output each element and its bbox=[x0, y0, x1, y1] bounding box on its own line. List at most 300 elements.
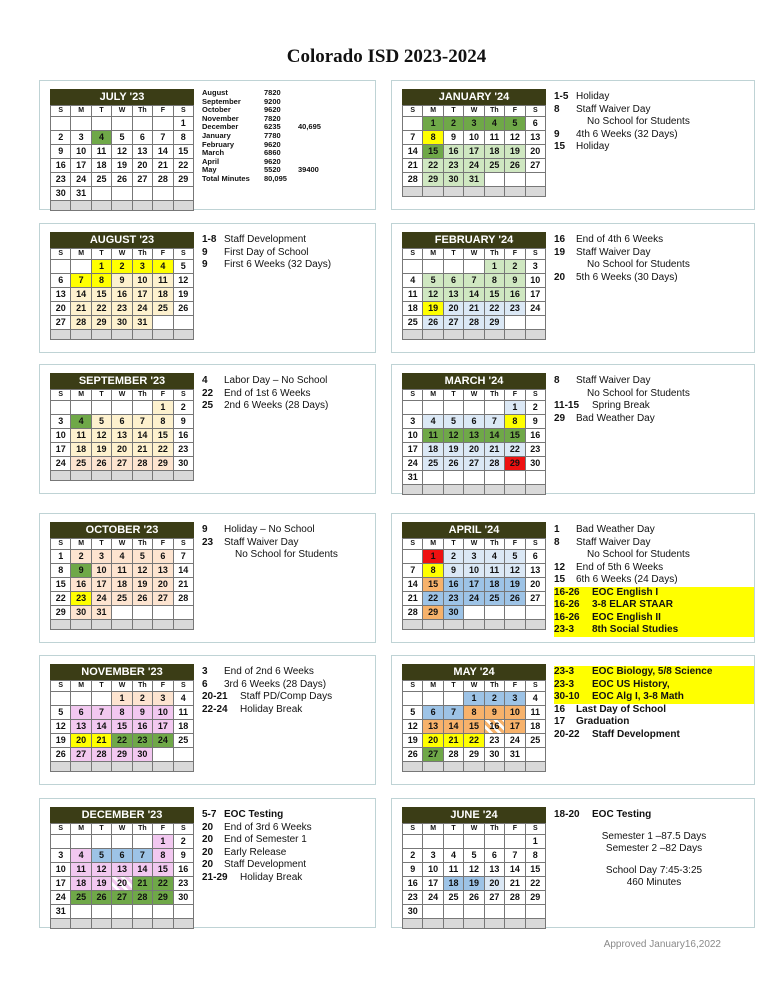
empty-day-cell bbox=[526, 748, 546, 762]
month-calendar bbox=[50, 522, 194, 630]
day-cell: 21 bbox=[505, 877, 525, 891]
weekday-header: S bbox=[51, 106, 71, 117]
filler-cell bbox=[403, 187, 423, 197]
weekday-header: S bbox=[403, 539, 423, 550]
day-cell: 31 bbox=[505, 748, 525, 762]
day-cell: 3 bbox=[403, 415, 423, 429]
day-cell: 20 bbox=[133, 159, 153, 173]
minutes-month: October bbox=[202, 105, 231, 115]
day-cell: 21 bbox=[133, 443, 153, 457]
note-text: Early Release bbox=[224, 846, 287, 858]
note-text: Bad Weather Day bbox=[576, 412, 655, 424]
empty-day-cell bbox=[444, 401, 464, 415]
filler-cell bbox=[92, 201, 112, 211]
weekday-header: Th bbox=[485, 539, 505, 550]
day-cell: 5 bbox=[505, 550, 525, 564]
day-cell: 30 bbox=[403, 905, 423, 919]
day-cell: 17 bbox=[51, 877, 71, 891]
day-cell: 21 bbox=[403, 159, 423, 173]
day-cell: 6 bbox=[485, 849, 505, 863]
day-cell: 13 bbox=[526, 131, 546, 145]
day-cell: 23 bbox=[444, 592, 464, 606]
filler-cell bbox=[403, 620, 423, 630]
day-cell: 26 bbox=[505, 592, 525, 606]
day-cell: 6 bbox=[444, 274, 464, 288]
day-cell: 22 bbox=[92, 302, 112, 316]
day-cell: 5 bbox=[112, 131, 132, 145]
empty-day-cell bbox=[505, 173, 525, 187]
empty-day-cell bbox=[464, 471, 484, 485]
day-cell: 11 bbox=[444, 863, 464, 877]
day-cell: 20 bbox=[444, 302, 464, 316]
day-cell: 19 bbox=[505, 578, 525, 592]
empty-day-cell bbox=[51, 117, 71, 131]
day-cell: 5 bbox=[133, 550, 153, 564]
day-cell: 9 bbox=[174, 849, 194, 863]
day-cell: 24 bbox=[51, 891, 71, 905]
minutes-semester-total bbox=[298, 149, 323, 158]
day-cell: 6 bbox=[51, 274, 71, 288]
note-row bbox=[202, 666, 402, 679]
empty-day-cell bbox=[444, 835, 464, 849]
weekday-header: T bbox=[444, 539, 464, 550]
filler-cell bbox=[133, 471, 153, 481]
empty-day-cell bbox=[485, 401, 505, 415]
day-cell: 15 bbox=[92, 288, 112, 302]
note-text: Staff Waiver Day bbox=[576, 375, 651, 386]
weekday-header: S bbox=[174, 106, 194, 117]
day-cell: 17 bbox=[526, 288, 546, 302]
weekday-header: W bbox=[112, 106, 132, 117]
note-text: Bad Weather Day bbox=[576, 524, 655, 535]
note-text: End of Semester 1 bbox=[224, 834, 307, 845]
note-date: 8 bbox=[554, 103, 560, 115]
note-row bbox=[202, 234, 402, 247]
note-date: 15 bbox=[554, 141, 566, 152]
day-cell: 10 bbox=[133, 274, 153, 288]
note-text: Holiday Break bbox=[240, 703, 303, 715]
month-title: FEBRUARY '24 bbox=[402, 232, 546, 248]
empty-day-cell bbox=[423, 401, 443, 415]
day-cell: 18 bbox=[92, 159, 112, 173]
note-text: Holiday bbox=[576, 91, 610, 102]
day-cell: 15 bbox=[51, 578, 71, 592]
day-cell: 27 bbox=[51, 316, 71, 330]
empty-day-cell bbox=[71, 117, 91, 131]
day-cell: 7 bbox=[153, 131, 173, 145]
day-cell: 14 bbox=[92, 720, 112, 734]
note-row bbox=[554, 599, 754, 612]
note-text: Staff PD/Comp Days bbox=[240, 691, 333, 702]
empty-day-cell bbox=[403, 550, 423, 564]
note-text: Staff Waiver Day bbox=[224, 536, 299, 548]
empty-day-cell bbox=[153, 905, 173, 919]
weekday-header: S bbox=[174, 390, 194, 401]
day-cell: 19 bbox=[444, 443, 464, 457]
day-cell: 1 bbox=[505, 401, 525, 415]
filler-cell bbox=[526, 762, 546, 772]
day-cell: 12 bbox=[464, 863, 484, 877]
day-cell: 9 bbox=[444, 131, 464, 145]
weekday-header: T bbox=[444, 390, 464, 401]
day-cell: 7 bbox=[92, 706, 112, 720]
day-cell: 18 bbox=[485, 145, 505, 159]
note-text: EOC English II bbox=[592, 611, 661, 623]
minutes-value: 9620 bbox=[264, 139, 281, 149]
filler-cell bbox=[505, 330, 525, 340]
day-cell: 14 bbox=[444, 720, 464, 734]
day-cell: 11 bbox=[174, 706, 194, 720]
filler-cell bbox=[153, 201, 173, 211]
note-date: 9 bbox=[202, 524, 208, 535]
note-row bbox=[554, 624, 754, 637]
weekday-header: W bbox=[112, 539, 132, 550]
note-date: 8 bbox=[554, 375, 560, 386]
filler-cell bbox=[464, 187, 484, 197]
day-cell: 25 bbox=[71, 891, 91, 905]
month-grid bbox=[402, 680, 546, 772]
month-calendar bbox=[50, 89, 194, 211]
day-cell: 15 bbox=[464, 720, 484, 734]
note-date: 20 bbox=[202, 859, 214, 870]
filler-cell bbox=[485, 485, 505, 495]
day-cell: 24 bbox=[403, 457, 423, 471]
filler-cell bbox=[112, 201, 132, 211]
weekday-header: T bbox=[444, 824, 464, 835]
weekday-header: M bbox=[423, 681, 443, 692]
note-text: End of 4th 6 Weeks bbox=[576, 234, 664, 245]
note-text: Staff Development bbox=[224, 234, 307, 245]
day-cell: 13 bbox=[71, 720, 91, 734]
note-row bbox=[554, 679, 754, 692]
day-cell: 22 bbox=[526, 877, 546, 891]
day-cell: 5 bbox=[403, 706, 423, 720]
empty-day-cell bbox=[133, 905, 153, 919]
day-cell: 1 bbox=[153, 401, 173, 415]
weekday-header: M bbox=[423, 249, 443, 260]
month-calendar bbox=[402, 807, 546, 929]
day-cell: 29 bbox=[174, 173, 194, 187]
weekday-header: S bbox=[51, 390, 71, 401]
day-cell: 10 bbox=[71, 145, 91, 159]
day-cell: 26 bbox=[133, 592, 153, 606]
empty-day-cell bbox=[153, 187, 173, 201]
weekday-header: S bbox=[51, 824, 71, 835]
day-cell: 11 bbox=[71, 863, 91, 877]
day-cell: 1 bbox=[423, 117, 443, 131]
day-cell: 19 bbox=[112, 159, 132, 173]
day-cell: 16 bbox=[526, 429, 546, 443]
weekday-header: S bbox=[51, 539, 71, 550]
weekday-header: T bbox=[92, 681, 112, 692]
day-cell: 2 bbox=[112, 260, 132, 274]
note-date: 20 bbox=[202, 846, 214, 858]
day-cell: 29 bbox=[92, 316, 112, 330]
filler-cell bbox=[133, 620, 153, 630]
empty-day-cell bbox=[92, 905, 112, 919]
note-date: 8 bbox=[554, 536, 560, 548]
minutes-semester-total bbox=[298, 141, 323, 150]
day-cell: 24 bbox=[464, 159, 484, 173]
weekday-header: S bbox=[403, 824, 423, 835]
minutes-value: 7820 bbox=[264, 88, 281, 97]
day-cell: 27 bbox=[485, 891, 505, 905]
month-panel-aug bbox=[39, 223, 376, 353]
month-grid bbox=[402, 538, 546, 630]
note-text: Labor Day – No School bbox=[224, 375, 328, 386]
note-text: End of 1st 6 Weeks bbox=[224, 387, 311, 399]
minutes-value: 9620 bbox=[264, 156, 281, 166]
month-grid bbox=[402, 823, 546, 929]
note-text: No School for Students bbox=[587, 259, 690, 270]
empty-day-cell bbox=[133, 606, 153, 620]
day-cell: 25 bbox=[174, 734, 194, 748]
month-panel-jan bbox=[391, 80, 755, 210]
day-cell: 20 bbox=[423, 734, 443, 748]
empty-day-cell bbox=[71, 905, 91, 919]
note-row bbox=[554, 877, 754, 890]
note-row bbox=[554, 587, 754, 600]
filler-cell bbox=[526, 919, 546, 929]
day-cell: 7 bbox=[174, 550, 194, 564]
day-cell: 8 bbox=[464, 706, 484, 720]
weekday-header: S bbox=[526, 249, 546, 260]
day-cell: 28 bbox=[71, 316, 91, 330]
empty-day-cell bbox=[485, 835, 505, 849]
day-cell: 10 bbox=[464, 564, 484, 578]
weekday-header: W bbox=[464, 390, 484, 401]
day-cell: 9 bbox=[174, 415, 194, 429]
filler-cell bbox=[112, 762, 132, 772]
filler-cell bbox=[485, 620, 505, 630]
minutes-month: March bbox=[202, 148, 225, 158]
day-cell: 3 bbox=[51, 415, 71, 429]
minutes-month: November bbox=[202, 113, 239, 123]
day-cell: 16 bbox=[444, 145, 464, 159]
day-cell: 2 bbox=[71, 550, 91, 564]
empty-day-cell bbox=[526, 173, 546, 187]
weekday-header: F bbox=[153, 539, 173, 550]
day-cell: 13 bbox=[423, 720, 443, 734]
filler-cell bbox=[526, 485, 546, 495]
day-cell: 12 bbox=[133, 564, 153, 578]
day-cell: 10 bbox=[505, 706, 525, 720]
day-cell: 25 bbox=[423, 457, 443, 471]
filler-cell bbox=[71, 620, 91, 630]
weekday-header: Th bbox=[133, 539, 153, 550]
day-cell: 27 bbox=[526, 592, 546, 606]
weekday-header: T bbox=[92, 539, 112, 550]
note-text: 8th Social Studies bbox=[592, 624, 679, 635]
day-cell: 24 bbox=[71, 173, 91, 187]
minutes-value: 9620 bbox=[264, 105, 281, 115]
day-cell: 27 bbox=[133, 173, 153, 187]
day-cell: 3 bbox=[51, 849, 71, 863]
weekday-header: S bbox=[174, 681, 194, 692]
note-row bbox=[202, 524, 402, 537]
day-cell: 8 bbox=[423, 564, 443, 578]
weekday-header: S bbox=[526, 539, 546, 550]
note-row bbox=[554, 375, 754, 388]
day-cell: 31 bbox=[133, 316, 153, 330]
day-cell: 12 bbox=[505, 131, 525, 145]
empty-day-cell bbox=[526, 471, 546, 485]
filler-cell bbox=[423, 762, 443, 772]
day-cell: 31 bbox=[464, 173, 484, 187]
day-cell: 19 bbox=[403, 734, 423, 748]
note-row bbox=[202, 859, 402, 872]
day-cell: 26 bbox=[423, 316, 443, 330]
month-title: NOVEMBER '23 bbox=[50, 664, 194, 680]
filler-cell bbox=[526, 620, 546, 630]
note-text: No School for Students bbox=[235, 549, 338, 560]
day-cell: 29 bbox=[505, 457, 525, 471]
day-cell: 30 bbox=[112, 316, 132, 330]
day-cell: 20 bbox=[112, 877, 132, 891]
minutes-value: 7780 bbox=[264, 130, 281, 140]
day-cell: 5 bbox=[505, 117, 525, 131]
filler-cell bbox=[51, 919, 71, 929]
month-grid bbox=[402, 248, 546, 340]
filler-cell bbox=[505, 919, 525, 929]
day-cell: 14 bbox=[403, 578, 423, 592]
filler-cell bbox=[423, 919, 443, 929]
day-cell: 29 bbox=[485, 316, 505, 330]
day-cell: 27 bbox=[464, 457, 484, 471]
filler-cell bbox=[464, 919, 484, 929]
month-title: SEPTEMBER '23 bbox=[50, 373, 194, 389]
empty-day-cell bbox=[485, 173, 505, 187]
day-cell: 28 bbox=[505, 891, 525, 905]
day-cell: 13 bbox=[464, 429, 484, 443]
empty-day-cell bbox=[505, 606, 525, 620]
day-cell: 4 bbox=[485, 117, 505, 131]
day-cell: 22 bbox=[485, 302, 505, 316]
filler-cell bbox=[153, 919, 173, 929]
empty-day-cell bbox=[133, 401, 153, 415]
month-grid bbox=[402, 105, 546, 197]
day-cell: 18 bbox=[403, 302, 423, 316]
note-text: No School for Students bbox=[587, 116, 690, 127]
day-cell: 15 bbox=[153, 863, 173, 877]
day-cell: 1 bbox=[423, 550, 443, 564]
day-cell: 3 bbox=[133, 260, 153, 274]
day-cell: 10 bbox=[526, 274, 546, 288]
day-cell: 17 bbox=[464, 145, 484, 159]
day-cell: 28 bbox=[92, 748, 112, 762]
weekday-header: T bbox=[444, 106, 464, 117]
note-text: Staff Waiver Day bbox=[576, 103, 651, 115]
weekday-header: M bbox=[71, 249, 91, 260]
minutes-month: August bbox=[202, 88, 228, 97]
month-title: JUNE '24 bbox=[402, 807, 546, 823]
note-date: 11-15 bbox=[554, 400, 580, 411]
filler-cell bbox=[526, 187, 546, 197]
filler-cell bbox=[92, 620, 112, 630]
empty-day-cell bbox=[526, 606, 546, 620]
note-row bbox=[554, 537, 754, 550]
filler-cell bbox=[403, 762, 423, 772]
note-row bbox=[554, 413, 754, 426]
day-cell: 11 bbox=[485, 564, 505, 578]
empty-day-cell bbox=[423, 471, 443, 485]
filler-cell bbox=[526, 330, 546, 340]
note-row bbox=[554, 91, 754, 104]
day-cell: 26 bbox=[444, 457, 464, 471]
day-cell: 25 bbox=[485, 159, 505, 173]
note-row bbox=[202, 822, 402, 835]
day-cell: 11 bbox=[112, 564, 132, 578]
month-calendar bbox=[50, 807, 194, 929]
day-cell: 4 bbox=[112, 550, 132, 564]
day-cell: 8 bbox=[174, 131, 194, 145]
filler-cell bbox=[444, 620, 464, 630]
filler-cell bbox=[112, 471, 132, 481]
day-cell: 6 bbox=[112, 415, 132, 429]
day-cell: 30 bbox=[71, 606, 91, 620]
filler-cell bbox=[444, 485, 464, 495]
filler-cell bbox=[485, 762, 505, 772]
day-cell: 1 bbox=[112, 692, 132, 706]
day-cell: 11 bbox=[526, 706, 546, 720]
note-row bbox=[554, 716, 754, 729]
day-cell: 20 bbox=[464, 443, 484, 457]
day-cell: 27 bbox=[526, 159, 546, 173]
note-date: 20-21 bbox=[202, 691, 228, 702]
month-title: MARCH '24 bbox=[402, 373, 546, 389]
note-date: 3 bbox=[202, 666, 208, 677]
day-cell: 10 bbox=[51, 429, 71, 443]
day-cell: 9 bbox=[505, 274, 525, 288]
weekday-header: M bbox=[423, 539, 443, 550]
day-cell: 11 bbox=[71, 429, 91, 443]
day-cell: 7 bbox=[133, 415, 153, 429]
month-panel-sep bbox=[39, 364, 376, 494]
day-cell: 6 bbox=[153, 550, 173, 564]
day-cell: 21 bbox=[485, 443, 505, 457]
day-cell: 20 bbox=[153, 578, 173, 592]
note-date: 9 bbox=[202, 259, 208, 270]
weekday-header: F bbox=[153, 249, 173, 260]
filler-cell bbox=[403, 330, 423, 340]
day-cell: 26 bbox=[403, 748, 423, 762]
empty-day-cell bbox=[71, 692, 91, 706]
weekday-header: S bbox=[403, 681, 423, 692]
filler-cell bbox=[71, 330, 91, 340]
day-cell: 12 bbox=[92, 429, 112, 443]
day-cell: 13 bbox=[444, 288, 464, 302]
filler-cell bbox=[112, 919, 132, 929]
filler-cell bbox=[174, 201, 194, 211]
filler-cell bbox=[464, 620, 484, 630]
note-text: EOC English I bbox=[592, 586, 659, 598]
note-text: 4th 6 Weeks (32 Days) bbox=[576, 128, 678, 140]
note-text: 6th 6 Weeks (24 Days) bbox=[576, 574, 678, 585]
day-cell: 29 bbox=[153, 457, 173, 471]
day-cell: 31 bbox=[403, 471, 423, 485]
month-calendar bbox=[402, 522, 546, 630]
day-cell: 19 bbox=[464, 877, 484, 891]
day-cell: 14 bbox=[174, 564, 194, 578]
weekday-header: M bbox=[71, 539, 91, 550]
day-cell: 11 bbox=[485, 131, 505, 145]
month-grid bbox=[50, 248, 194, 340]
weekday-header: Th bbox=[133, 106, 153, 117]
note-row bbox=[202, 388, 402, 401]
day-cell: 23 bbox=[485, 734, 505, 748]
filler-cell bbox=[133, 762, 153, 772]
day-cell: 12 bbox=[444, 429, 464, 443]
